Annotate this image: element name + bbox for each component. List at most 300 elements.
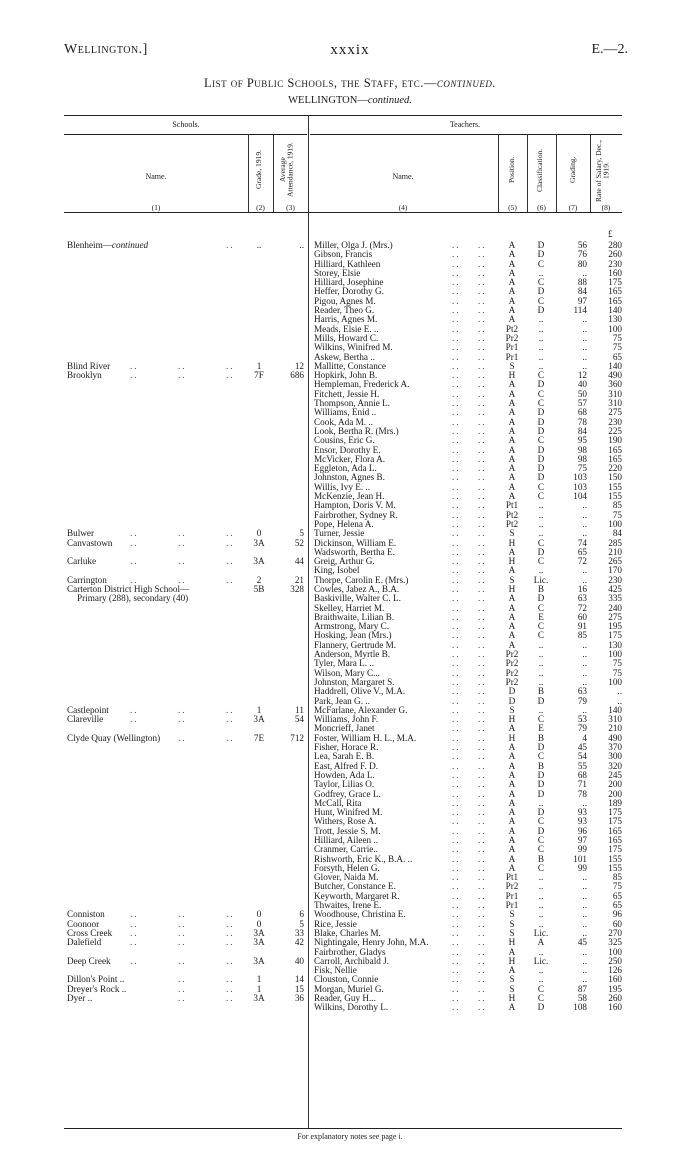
leader-dots: .. [478,528,487,539]
leader-dots: .. [452,537,461,548]
teacher-grading: 97 [577,835,587,845]
leader-dots: .. [452,909,461,920]
teacher-grading: 74 [577,537,587,548]
teacher-position: H [508,955,516,966]
teacher-name: Miller, Olga J. (Mrs.) [314,240,393,250]
teacher-position: A [508,286,516,297]
teacher-salary: 370 [608,742,622,753]
teacher-position: Pr1 [505,351,519,362]
teacher-position: A [508,314,516,325]
teacher-position: H [508,583,516,594]
teacher-position: A [508,491,516,502]
teacher-name: Clouston, Connie [314,974,379,985]
teacher-position: S [509,974,515,985]
teacher-classification: D [537,240,545,250]
leader-dots: .. [226,704,235,715]
teacher-position: A [508,611,516,622]
leader-dots: .. [130,918,139,929]
school-name: Bulwer [67,528,95,539]
teacher-grading: 68 [577,769,587,780]
teacher-position: A [508,481,516,492]
teacher-name: Reader, Guy H... [314,993,376,1004]
leader-dots: .. [226,974,235,985]
teacher-name: Wilson, Mary C... [314,667,380,678]
leader-dots: .. [478,556,487,567]
leader-dots: .. [478,425,487,436]
teacher-name: Hilliard, Josephine [314,277,384,288]
teacher-classification: B [537,686,545,697]
teacher-name: Morgan, Muriel G. [314,983,384,994]
school-attendance: 5 [299,918,304,929]
teacher-salary: 200 [608,788,622,799]
teacher-salary: 155 [608,491,622,502]
teacher-salary: 140 [608,360,622,371]
teacher-name: Ensor, Dorothy E. [314,444,381,455]
teacher-name: Hempleman, Frederick A. [314,379,410,390]
teacher-position: S [509,360,515,371]
teacher-salary: 175 [608,816,622,827]
teacher-classification: .. [538,974,544,985]
leader-dots: .. [478,388,487,399]
teacher-salary: 245 [608,769,622,780]
leader-dots: .. [478,611,487,622]
teacher-position: H [508,714,516,725]
teacher-grading: 45 [577,937,587,948]
teacher-name: Thwaites, Irene E. [314,900,382,911]
teacher-position: Pt2 [505,518,519,529]
school-attendance: 33 [294,927,304,938]
leader-dots: .. [452,974,461,985]
school-grade: 3A [253,993,265,1004]
teacher-salary: 130 [608,314,622,325]
teacher-grading: 98 [577,444,587,455]
teacher-classification: .. [538,900,544,911]
leader-dots: .. [478,602,487,613]
school-attendance: 6 [299,909,304,920]
teacher-salary: 320 [608,760,622,771]
teacher-grading: .. [582,881,587,892]
teacher-name: Greig, Arthur G. [314,556,375,567]
teacher-classification: .. [538,872,544,883]
teacher-grading: .. [582,955,587,966]
teacher-position: S [509,983,515,994]
teacher-name: Fairbrother, Gladys [314,946,386,957]
school-grade: 5B [253,583,265,594]
leader-dots: .. [452,332,461,343]
staff-table-body [0,241,700,1013]
leader-dots: .. [452,658,461,669]
teacher-salary: 265 [608,556,622,567]
leader-dots: .. [452,862,461,873]
leader-dots: .. [452,676,461,687]
leader-dots: .. [478,240,487,250]
teacher-name: Anderson, Myrtle B. [314,649,391,660]
leader-dots: .. [226,537,235,548]
leader-dots: .. [452,379,461,390]
leader-dots: .. [478,621,487,632]
leader-dots: .. [478,267,487,278]
teacher-position: A [508,472,516,483]
leader-dots: .. [178,370,187,381]
teacher-grading: .. [582,927,587,938]
leader-dots: .. [178,556,187,567]
school-name: Conniston [67,909,105,920]
school-name: Carluke [67,556,97,567]
teacher-position: A [508,769,516,780]
leader-dots: .. [478,667,487,678]
teacher-salary: 335 [608,593,622,604]
teacher-position: A [508,388,516,399]
school-attendance: 328 [290,583,304,594]
teacher-grading: .. [582,528,587,539]
teacher-name: Williams, Enid .. [314,407,377,418]
teacher-salary: 75 [612,342,622,353]
teacher-position: H [508,937,516,948]
leader-dots: .. [452,528,461,539]
teacher-salary: 65 [612,900,622,911]
school-name: Primary (288), secondary (40) [77,593,189,604]
leader-dots: .. [452,742,461,753]
teacher-name: McKenzie, Jean H. [314,491,385,502]
school-grade: 7F [254,370,264,381]
teacher-classification: Lic. [533,927,549,938]
teacher-salary: 155 [608,481,622,492]
teacher-position: Pt1 [505,872,519,883]
teacher-position: A [508,565,516,576]
teacher-salary: 360 [608,379,622,390]
teacher-salary: 285 [608,537,622,548]
teacher-salary: 190 [608,435,622,446]
teacher-salary: 325 [608,937,622,948]
teacher-grading: 91 [577,621,587,632]
teacher-grading: 88 [577,277,587,288]
teacher-name: Hosking, Jean (Mrs.) [314,630,392,641]
leader-dots: .. [452,518,461,529]
teacher-classification: D [537,825,545,836]
leader-dots: .. [452,509,461,520]
leader-dots: .. [478,816,487,827]
teacher-position: Pt1 [505,500,519,511]
teacher-name: Foster, William H. L., M.A. [314,732,417,743]
teacher-name: Look, Bertha R. (Mrs.) [314,425,399,436]
leader-dots: .. [478,342,487,353]
leader-dots: .. [478,807,487,818]
school-grade: 1 [256,974,262,985]
teacher-name: Johnston, Agnes B. [314,472,385,483]
teacher-position: Pr1 [505,890,519,901]
teacher-salary: 140 [608,704,622,715]
leader-dots: .. [452,267,461,278]
page-title: List of Public Schools, the Staff, etc.—continued. [203,76,497,90]
teacher-classification: C [537,714,545,725]
teacher-grading: 98 [577,453,587,464]
leader-dots: .. [452,249,461,260]
teacher-grading: 56 [577,240,587,250]
teacher-classification: D [537,779,545,790]
teacher-salary: 210 [608,723,622,734]
leader-dots: .. [452,983,461,994]
teacher-name: Fairbrother, Sydney R. [314,509,398,520]
teacher-name: Hunt, Winifred M. [314,807,383,818]
leader-dots: .. [226,370,235,381]
teacher-name: Glover, Naida M. [314,872,379,883]
col-rule [498,134,499,212]
leader-dots: .. [478,983,487,994]
teacher-name: Wilkins, Dorothy L. [314,1002,389,1013]
leader-dots: .. [452,667,461,678]
teacher-name: Hilliard, Kathleen [314,258,381,269]
teacher-grading: .. [582,639,587,650]
leader-dots: .. [452,416,461,427]
school-name: Coonoor [67,918,100,929]
teacher-name: Reader, Theo G. [314,305,375,316]
teacher-position: Pr2 [505,332,519,343]
teacher-classification: .. [538,342,544,353]
teacher-grading: 65 [577,546,587,557]
teacher-name: Armstrong, Mary C. [314,621,390,632]
teacher-salary: 189 [608,797,622,808]
teacher-grading: 79 [577,723,587,734]
teacher-position: A [508,435,516,446]
teacher-classification: C [537,398,545,409]
leader-dots: .. [478,714,487,725]
teacher-name: Hilliard, Aileen .. [314,835,379,845]
leader-dots: .. [452,900,461,911]
leader-dots: .. [478,435,487,446]
school-grade: 3A [253,556,265,567]
teacher-classification: .. [538,704,544,715]
teacher-grading: 96 [577,825,587,836]
teacher-salary: 75 [612,658,622,669]
teacher-salary: 310 [608,714,622,725]
leader-dots: .. [178,993,187,1004]
teacher-position: A [508,416,516,427]
teacher-position: A [508,825,516,836]
teacher-position: Pt2 [505,323,519,334]
school-attendance: 686 [290,370,304,381]
col-number: (8) [601,203,611,212]
teacher-grading: .. [582,676,587,687]
leader-dots: .. [478,704,487,715]
leader-dots: .. [226,732,235,743]
header-bottom-rule [64,212,622,213]
teacher-classification: .. [538,649,544,660]
teacher-name: Hampton, Doris V. M. [314,500,396,511]
teacher-salary: 100 [608,518,622,529]
teacher-name: Haddrell, Olive V., M.A. [314,686,406,697]
teacher-salary: 275 [608,611,622,622]
leader-dots: .. [452,853,461,864]
teacher-classification: D [537,416,545,427]
teacher-position: A [508,463,516,474]
leader-dots: .. [452,686,461,697]
leader-dots: .. [478,881,487,892]
teacher-salary: 175 [608,844,622,855]
school-name: Carterton District High School— [67,583,190,594]
leader-dots: .. [478,686,487,697]
teacher-grading: .. [582,974,587,985]
leader-dots: .. [452,491,461,502]
leader-dots: .. [452,649,461,660]
teacher-name: Godfrey, Grace L. [314,788,381,799]
leader-dots: .. [478,797,487,808]
teacher-position: A [508,946,516,957]
leader-dots: .. [452,704,461,715]
teacher-grading: 63 [577,593,587,604]
teacher-grading: 87 [577,983,587,994]
leader-dots: .. [478,890,487,901]
leader-dots: .. [478,537,487,548]
teacher-salary: 270 [608,927,622,938]
teacher-classification: C [537,751,545,762]
leader-dots: .. [130,528,139,539]
teacher-classification: .. [538,314,544,325]
teacher-position: A [508,1002,516,1013]
teacher-position: A [508,639,516,650]
teacher-name: Mallitte, Constance [314,360,386,371]
school-attendance: 21 [294,574,304,585]
teacher-salary: 65 [612,351,622,362]
teacher-position: A [508,593,516,604]
teacher-position: A [508,844,516,855]
leader-dots: .. [452,583,461,594]
leader-dots: .. [478,955,487,966]
teacher-classification: C [537,835,545,845]
teacher-position: A [508,453,516,464]
teacher-salary: .. [617,695,622,706]
teacher-classification: D [537,249,545,260]
teacher-salary: 230 [608,258,622,269]
leader-dots: .. [452,425,461,436]
teacher-classification: D [537,305,545,316]
teacher-classification: .. [538,565,544,576]
leader-dots: .. [452,918,461,929]
leader-dots: .. [452,816,461,827]
teacher-classification: D [537,593,545,604]
teacher-name: Cowles, Jabez A., B.A. [314,583,400,594]
teacher-name: Nightingale, Henry John, M.A. [314,937,429,948]
school-name: Blenheim—continued [67,240,149,250]
teacher-position: A [508,760,516,771]
leader-dots: .. [452,546,461,557]
leader-dots: .. [178,704,187,715]
teacher-position: S [509,909,515,920]
teacher-position: A [508,797,516,808]
leader-dots: .. [478,965,487,976]
leader-dots: .. [178,927,187,938]
teacher-position: H [508,556,516,567]
teacher-name: East, Alfred F. D. [314,760,379,771]
school-attendance: 15 [294,983,304,994]
teacher-position: A [508,965,516,976]
leader-dots: .. [178,714,187,725]
teacher-grading: .. [582,918,587,929]
teacher-classification: D [537,463,545,474]
leader-dots: .. [478,360,487,371]
col-header-salary: Rate of Salary, Dec., 1919. [594,140,611,202]
teacher-position: S [509,528,515,539]
leader-dots: .. [226,360,235,371]
leader-dots: .. [478,509,487,520]
school-grade: 1 [256,360,262,371]
teacher-grading: 84 [577,425,587,436]
leader-dots: .. [452,751,461,762]
teacher-salary: 160 [608,974,622,985]
teacher-salary: 140 [608,305,622,316]
teacher-grading: .. [582,872,587,883]
leader-dots: .. [478,732,487,743]
teacher-name: Skelley, Harriet M. [314,602,385,613]
teacher-classification: C [537,435,545,446]
leader-dots: .. [226,983,235,994]
teacher-name: Meads, Elsie E. .. [314,323,379,334]
leader-dots: .. [478,918,487,929]
teacher-position: A [508,779,516,790]
teacher-salary: 230 [608,416,622,427]
teacher-position: S [509,704,515,715]
leader-dots: .. [478,574,487,585]
leader-dots: .. [478,974,487,985]
teacher-position: Pr1 [505,342,519,353]
teacher-salary: 100 [608,323,622,334]
teacher-grading: 72 [577,602,587,613]
teacher-grading: 97 [577,295,587,306]
teacher-salary: 96 [612,909,622,920]
col-number: (5) [508,203,517,212]
leader-dots: .. [478,630,487,641]
school-attendance: 40 [294,955,304,966]
leader-dots: .. [452,760,461,771]
school-name: Clareville [67,714,104,725]
leader-dots: .. [478,695,487,706]
teacher-grading: 4 [582,732,587,743]
teacher-grading: 16 [577,583,587,594]
teacher-name: Askew, Bertha .. [314,351,375,362]
teacher-grading: 53 [577,714,587,725]
teacher-grading: 101 [573,853,587,864]
teacher-salary: 210 [608,546,622,557]
leader-dots: .. [478,453,487,464]
leader-dots: .. [130,937,139,948]
teacher-classification: D [537,425,545,436]
teacher-classification: E [538,723,544,734]
col-rule [527,134,528,212]
teacher-position: A [508,630,516,641]
leader-dots: .. [478,825,487,836]
teacher-classification: C [537,862,545,873]
teacher-classification: .. [538,881,544,892]
teacher-salary: .. [617,686,622,697]
leader-dots: .. [478,258,487,269]
leader-dots: .. [452,342,461,353]
leader-dots: .. [452,872,461,883]
teacher-classification: C [537,816,545,827]
teacher-name: Moncrieff, Janet [314,723,375,734]
leader-dots: .. [226,937,235,948]
leader-dots: .. [478,742,487,753]
teacher-position: D [508,695,516,706]
leader-dots: .. [452,574,461,585]
teacher-grading: .. [582,360,587,371]
leader-dots: .. [452,611,461,622]
school-name: Dreyer's Rock .. [67,983,127,994]
leader-dots: .. [478,444,487,455]
leader-dots: .. [478,295,487,306]
leader-dots: .. [452,314,461,325]
teacher-name: Willis, Ivy E. .. [314,481,371,492]
teacher-salary: 175 [608,277,622,288]
leader-dots: .. [452,435,461,446]
